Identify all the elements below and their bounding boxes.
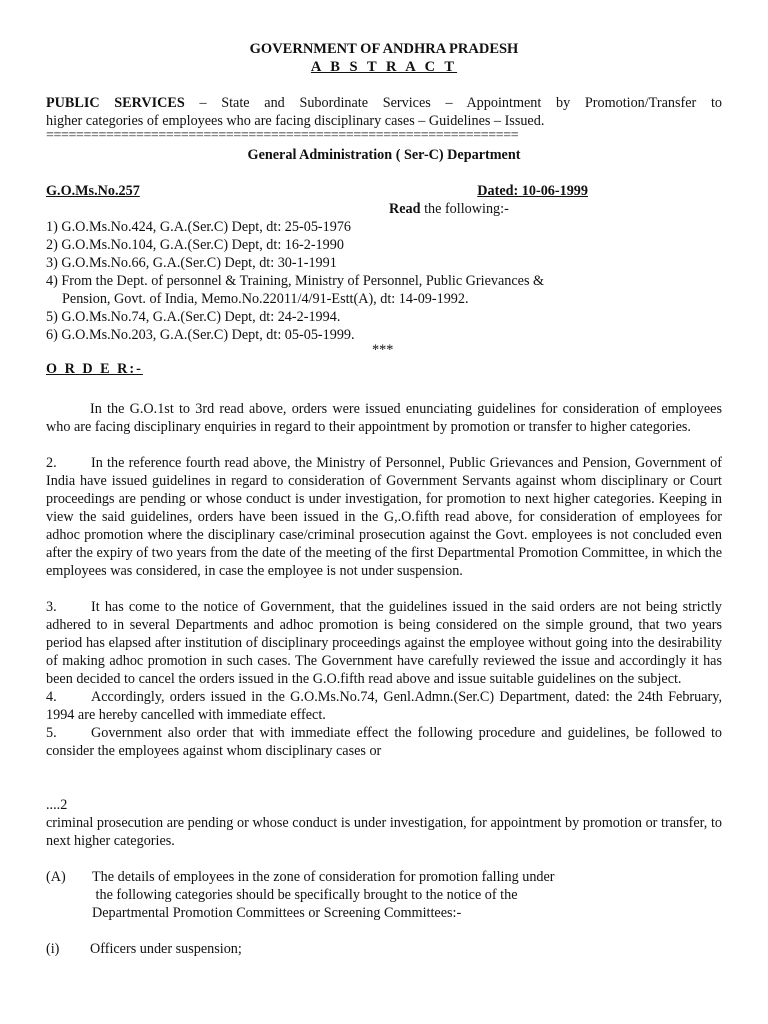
paragraph-4 — [46, 688, 722, 724]
government-heading: GOVERNMENT OF ANDHRA PRADESH — [249, 41, 519, 57]
paragraph-4-number: 4. — [46, 689, 57, 705]
paragraph-3-text: It has come to the notice of Government, that the guidelines issued in the said orders are not being strictly adhered to in several Departments and adhoc promotion is being considered on the simple ground, that two years period has elapsed after institution of disciplinary proceedings against the employee without going into the desirability of making adhoc promotion in such cases. The Government have carefully reviewed the issue and accordingly it has been decided to cancel the orders issued in the G.O.fifth read above and issue suitable guidelines on the subject. — [46, 599, 722, 687]
abstract-heading — [46, 58, 722, 76]
subject-line-2: higher categories of employees who are facing disciplinary cases – Guidelines – Issued. — [46, 113, 545, 129]
paragraph-3-number: 3. — [46, 599, 57, 615]
paragraph-1: In the G.O.1st to 3rd read above, orders were issued enunciating guidelines for consideration of employees who are facing disciplinary enquiries in regard to their appointment by promotion or transfer to higher categories. — [46, 401, 722, 435]
item-a-line-1: The details of employees in the zone of consideration for promotion falling under — [92, 869, 555, 885]
abstract-text: A B S T R A C T — [310, 59, 458, 75]
separator-line: =============================================================== — [46, 130, 519, 142]
paragraph-5 — [46, 724, 722, 760]
subject-label: PUBLIC SERVICES — [46, 95, 185, 111]
subject-line-1 — [46, 94, 722, 112]
department-name: General Administration ( Ser-C) Department — [247, 147, 521, 163]
document-page — [46, 40, 722, 958]
item-a-line-3: Departmental Promotion Committees or Screening Committees:- — [92, 905, 462, 921]
reference-item-3: 3) G.O.Ms.No.66, G.A.(Ser.C) Dept, dt: 30-1-1991 — [46, 255, 337, 271]
reference-item-6: 6) G.O.Ms.No.203, G.A.(Ser.C) Dept, dt: 05-05-1999. — [46, 327, 355, 343]
paragraph-2-text: In the reference fourth read above, the Ministry of Personnel, Public Grievances and Pension, Government of India have issued guidelines in regard to consideration of Government Servants against whom disciplinary or Court proceedings are pending or whose conduct is under investigation, for promotion to next higher categories. Keeping in view the said guidelines, orders have been issued in the G,.O.fifth read above, for consideration of employees for adhoc promotion where the disciplinary case/criminal prosecution against the Govt. employees is not concluded even after the expiry of two years from the date of the meeting of the first Departmental Promotion Committee, in which the employees was considered, in case the employee is not under suspension. — [46, 455, 722, 579]
paragraph-5-number: 5. — [46, 725, 57, 741]
subject-line-1-text: – State and Subordinate Services – Appointment by Promotion/Transfer to — [184, 95, 722, 111]
item-i-text: Officers under suspension; — [90, 941, 242, 957]
paragraph-4-text: Accordingly, orders issued in the G.O.Ms.No.74, Genl.Admn.(Ser.C) Department, dated: the 24th February, 1994 are hereby cancelled with immediate effect. — [46, 689, 722, 723]
paragraph-5-text: Government also order that with immediate effect the following procedure and guidelines, be followed to consider the employees against whom disciplinary cases or — [46, 725, 722, 759]
read-line — [46, 200, 722, 218]
item-a-label: (A) — [46, 869, 66, 885]
read-rest: the following:- — [420, 201, 509, 217]
order-heading: O R D E R:- — [46, 361, 143, 377]
reference-item-5: 5) G.O.Ms.No.74, G.A.(Ser.C) Dept, dt: 24-2-1994. — [46, 309, 341, 325]
go-number-row — [46, 182, 722, 200]
item-i — [46, 940, 722, 958]
item-i-label: (i) — [46, 941, 60, 957]
page-marker: ....2 — [46, 797, 68, 813]
item-a-text — [92, 868, 722, 922]
subject-block — [46, 94, 722, 130]
paragraph-2 — [46, 454, 722, 580]
item-a-line-2: the following categories should be specifically brought to the notice of the — [92, 887, 518, 903]
item-a — [46, 868, 722, 922]
reference-item-4-continued: Pension, Govt. of India, Memo.No.22011/4/91-Estt(A), dt: 14-09-1992. — [62, 291, 469, 307]
go-number: G.O.Ms.No.257 — [46, 183, 140, 199]
continuation-paragraph: criminal prosecution are pending or whose conduct is under investigation, for appointment by promotion or transfer, to next higher categories. — [46, 815, 722, 849]
stars-separator: *** — [372, 342, 394, 358]
reference-list — [46, 218, 722, 344]
read-word: Read — [389, 201, 421, 217]
reference-item-1: 1) G.O.Ms.No.424, G.A.(Ser.C) Dept, dt: 25-05-1976 — [46, 219, 352, 235]
paragraph-3 — [46, 598, 722, 688]
go-date: Dated: 10-06-1999 — [477, 183, 588, 199]
reference-item-2: 2) G.O.Ms.No.104, G.A.(Ser.C) Dept, dt: 16-2-1990 — [46, 237, 344, 253]
reference-item-4: 4) From the Dept. of personnel & Training, Ministry of Personnel, Public Grievances & — [46, 273, 545, 289]
paragraph-2-number: 2. — [46, 455, 57, 471]
